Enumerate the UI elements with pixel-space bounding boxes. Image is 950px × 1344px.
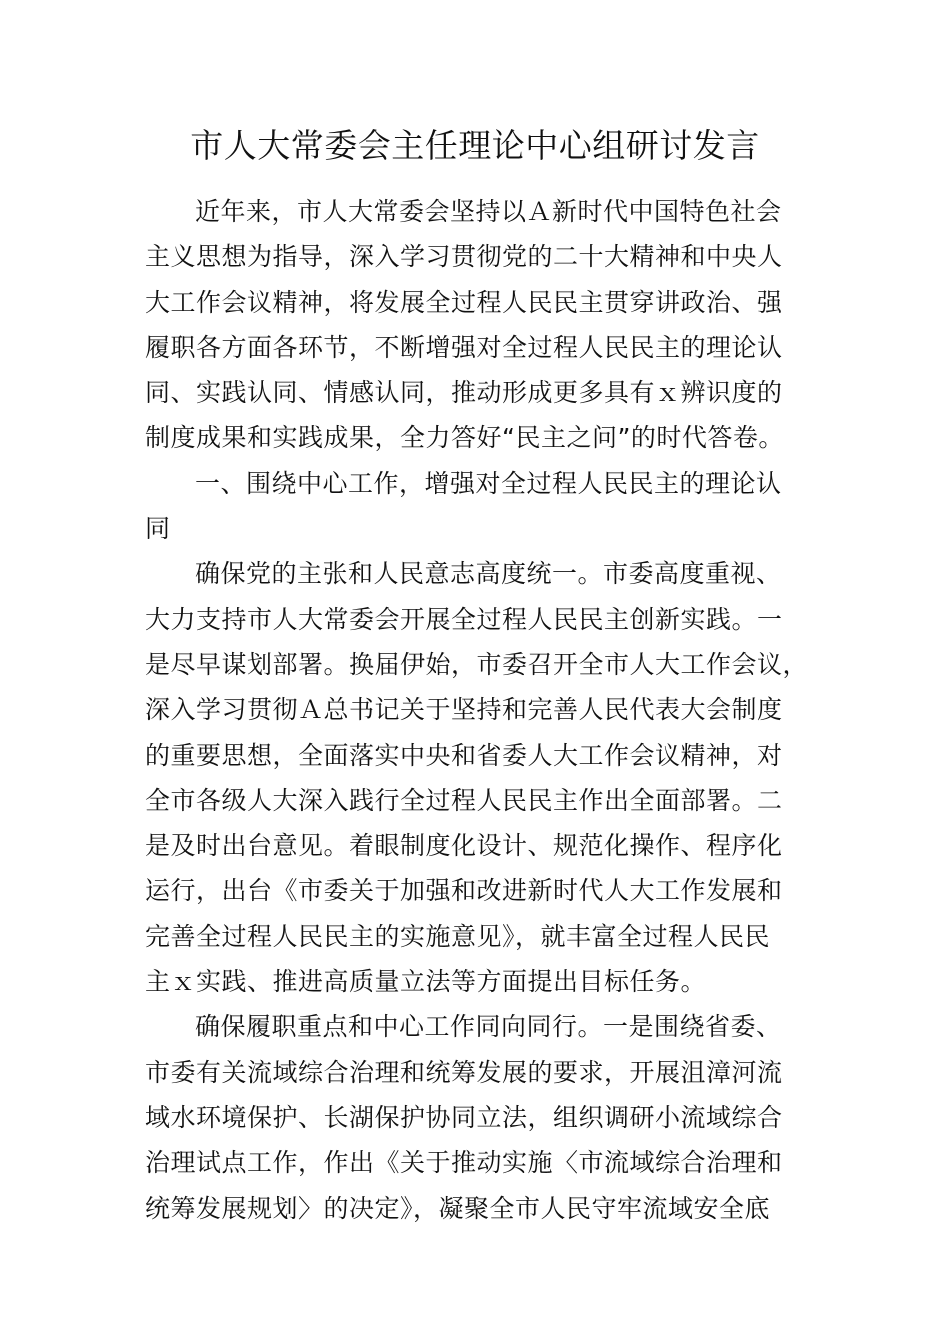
text-line: 近年来，市人大常委会坚持以Ａ新时代中国特色社会 — [195, 197, 782, 226]
document-title: 市人大常委会主任理论中心组研讨发言 — [190, 126, 760, 165]
text-line: 是尽早谋划部署。换届伊始，市委召开全市人大工作会议， — [145, 649, 809, 679]
document-body — [145, 189, 809, 1231]
text-line: 是及时出台意见。着眼制度化设计、规范化操作、程序化 — [145, 831, 783, 861]
text-line: 大工作会议精神，将发展全过程人民民主贯穿讲政治、强 — [145, 287, 783, 317]
text-line: 市委有关流域综合治理和统筹发展的要求，开展沮漳河流 — [145, 1057, 783, 1087]
text-line: 深入学习贯彻Ａ总书记关于坚持和完善人民代表大会制度 — [145, 695, 783, 725]
text-line: 统筹发展规划〉的决定》，凝聚全市人民守牢流域安全底 — [145, 1193, 771, 1223]
text-line: 治理试点工作，作出《关于推动实施〈市流域综合治理和 — [145, 1148, 783, 1178]
text-line: 主ｘ实践、推进高质量立法等方面提出目标任务。 — [145, 967, 707, 997]
text-line: 确保党的主张和人民意志高度统一。市委高度重视、 — [195, 559, 782, 589]
text-line: 同 — [145, 514, 171, 544]
paragraph-duty-focus — [145, 1004, 805, 1230]
section-heading-1 — [145, 461, 805, 552]
text-line: 大力支持市人大常委会开展全过程人民民主创新实践。一 — [145, 604, 783, 634]
text-line: 域水环境保护、长湖保护协同立法，组织调研小流域综合 — [145, 1102, 783, 1132]
text-line: 确保履职重点和中心工作同向同行。一是围绕省委、 — [195, 1012, 782, 1042]
paragraph-party-will — [145, 551, 809, 1004]
text-line: 同、实践认同、情感认同，推动形成更多具有ｘ辨识度的 — [145, 378, 783, 408]
text-line: 主义思想为指导，深入学习贯彻党的二十大精神和中央人 — [145, 242, 783, 272]
text-line: 完善全过程人民民主的实施意见》，就丰富全过程人民民 — [145, 921, 771, 951]
text-line: 运行，出台《市委关于加强和改进新时代人大工作发展和 — [145, 876, 783, 906]
paragraph-intro — [145, 189, 805, 461]
text-line: 履职各方面各环节，不断增强对全过程人民民主的理论认 — [145, 332, 783, 362]
text-line: 制度成果和实践成果，全力答好“民主之问”的时代答卷。 — [145, 423, 784, 453]
text-line: 的重要思想，全面落实中央和省委人大工作会议精神，对 — [145, 740, 783, 770]
text-line: 全市各级人大深入践行全过程人民民主作出全面部署。二 — [145, 785, 783, 815]
text-line: 一、围绕中心工作，增强对全过程人民民主的理论认 — [195, 468, 782, 498]
